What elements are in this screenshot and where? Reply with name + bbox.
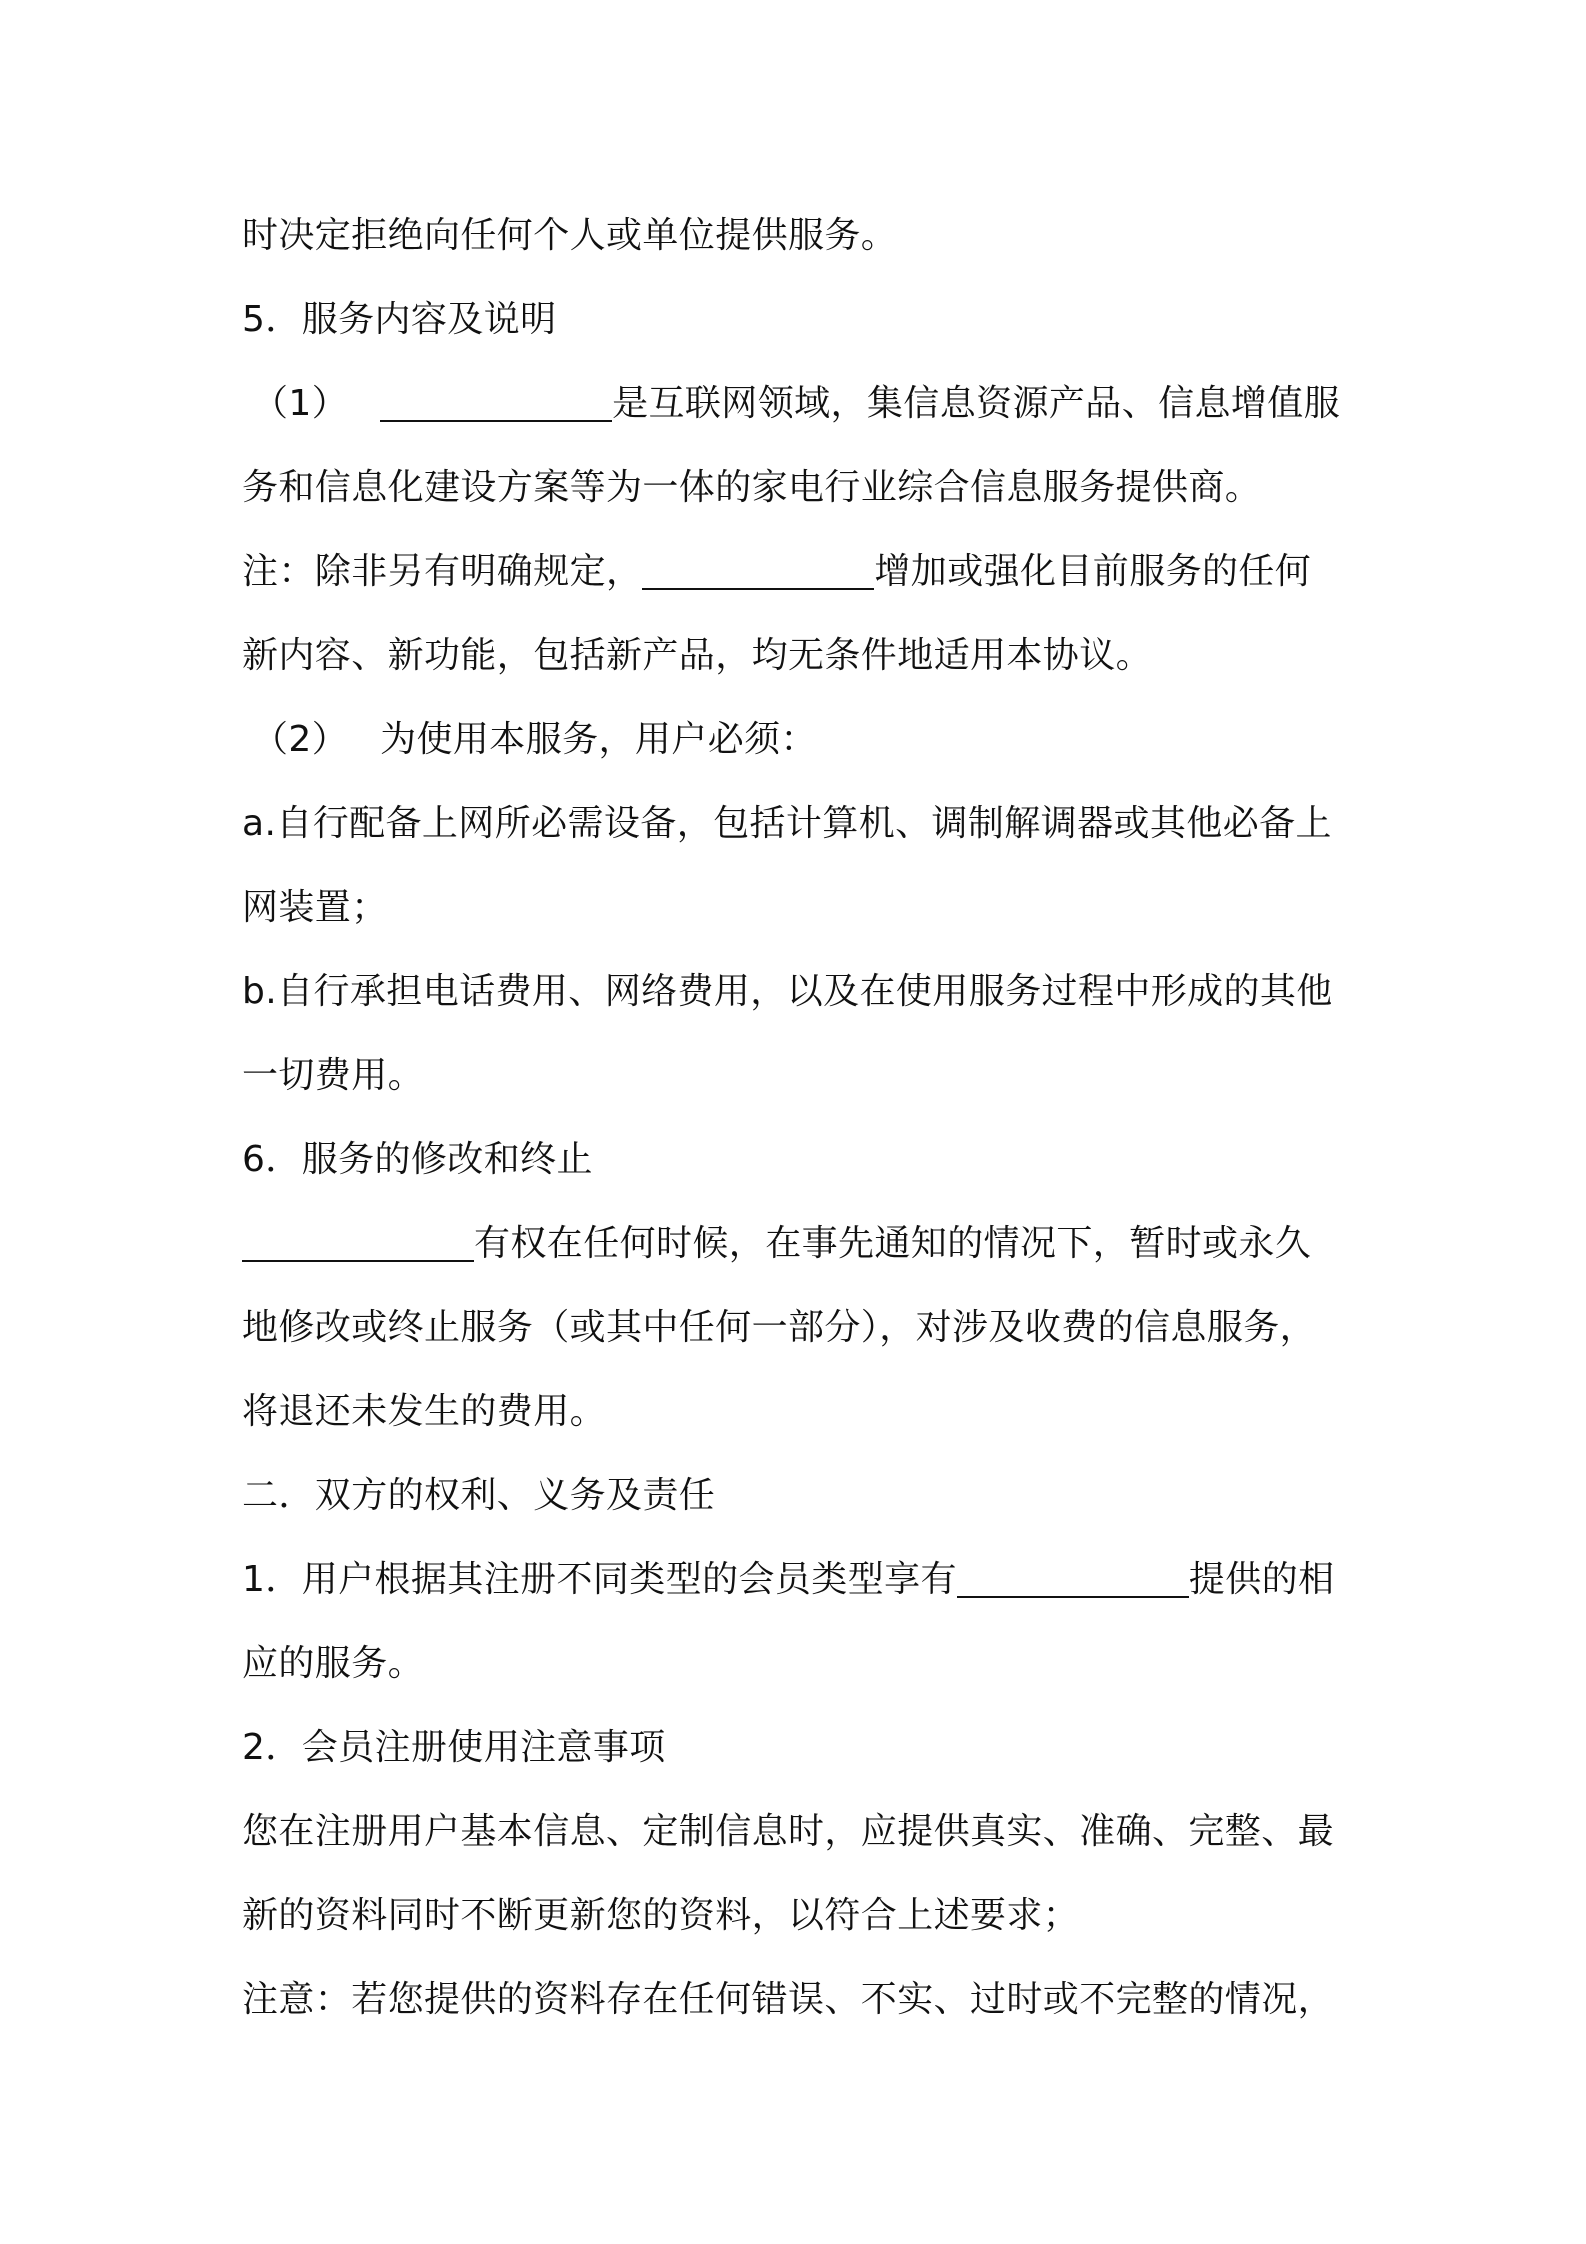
text-segment: 时决定拒绝向任何个人或单位提供服务。: [242, 215, 898, 256]
text-segment: 一切费用。: [242, 1055, 425, 1096]
text-line: [242, 1958, 1362, 2042]
text-line: [242, 1790, 1362, 1874]
fill-in-blank: [642, 530, 874, 614]
text-segment: 注：除非另有明确规定，: [242, 551, 643, 592]
text-line: [242, 194, 1362, 278]
text-line: [242, 1202, 1362, 1286]
text-segment: 网装置；: [242, 887, 388, 928]
text-segment: 您在注册用户基本信息、定制信息时，应提供真实、准确、完整、最: [242, 1811, 1335, 1852]
text-line: [242, 530, 1362, 614]
text-segment: 5．服务内容及说明: [242, 299, 557, 340]
text-segment: 是互联网领域，集信息资源产品、信息增值服: [612, 383, 1341, 424]
item-number: （2）: [252, 719, 349, 760]
fill-in-blank: [242, 1202, 474, 1286]
text-line: [242, 1286, 1362, 1370]
fill-in-blank: [380, 362, 612, 446]
text-line: [242, 446, 1362, 530]
text-line: [242, 1034, 1362, 1118]
text-segment: 增加或强化目前服务的任何: [874, 551, 1312, 592]
fill-in-blank: [957, 1538, 1189, 1622]
text-segment: 1．用户根据其注册不同类型的会员类型享有: [242, 1559, 957, 1600]
text-segment: 有权在任何时候，在事先通知的情况下，暂时或永久: [474, 1223, 1312, 1264]
text-segment: 应的服务。: [242, 1643, 425, 1684]
text-line: [242, 950, 1362, 1034]
text-line: [242, 362, 1362, 446]
text-segment: b.自行承担电话费用、网络费用，以及在使用服务过程中形成的其他: [242, 971, 1333, 1012]
text-line: [242, 614, 1362, 698]
text-segment: 注意：若您提供的资料存在任何错误、不实、过时或不完整的情况，: [242, 1979, 1335, 2020]
text-segment: 新内容、新功能，包括新产品，均无条件地适用本协议。: [242, 635, 1153, 676]
text-segment: 6．服务的修改和终止: [242, 1139, 593, 1180]
document-body: [242, 194, 1362, 2042]
text-segment: 提供的相: [1188, 1559, 1335, 1600]
section-heading: [242, 1454, 1362, 1538]
text-line: [242, 1874, 1362, 1958]
text-segment: a.自行配备上网所必需设备，包括计算机、调制解调器或其他必备上: [242, 803, 1332, 844]
text-segment: 新的资料同时不断更新您的资料，以符合上述要求；: [242, 1895, 1080, 1936]
section-heading: [242, 278, 1362, 362]
text-line: [242, 1538, 1362, 1622]
text-line: [242, 866, 1362, 950]
text-line: [242, 1370, 1362, 1454]
text-segment: 二．双方的权利、义务及责任: [242, 1475, 716, 1516]
text-segment: 地修改或终止服务（或其中任何一部分），对涉及收费的信息服务，: [242, 1307, 1317, 1348]
text-segment: 将退还未发生的费用。: [242, 1391, 607, 1432]
text-segment: 务和信息化建设方案等为一体的家电行业综合信息服务提供商。: [242, 467, 1262, 508]
section-heading: [242, 1706, 1362, 1790]
text-segment: 为使用本服务，用户必须：: [380, 719, 817, 760]
text-line: [242, 1622, 1362, 1706]
text-line: [242, 698, 1362, 782]
text-segment: 2．会员注册使用注意事项: [242, 1727, 666, 1768]
section-heading: [242, 1118, 1362, 1202]
text-line: [242, 782, 1362, 866]
item-number: （1）: [252, 383, 349, 424]
